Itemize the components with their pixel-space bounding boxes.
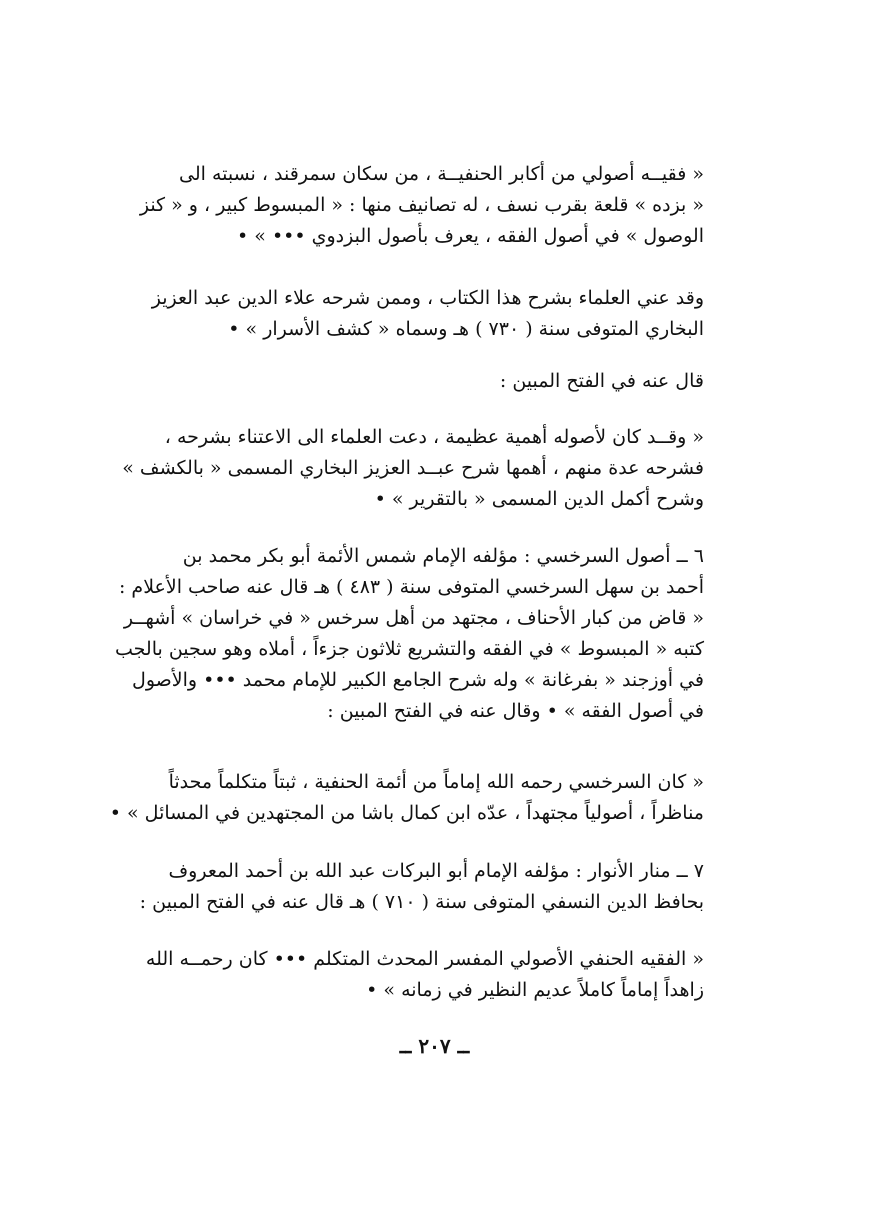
page-number: ــ ٢٠٧ ــ (399, 1034, 470, 1058)
paragraph-8 (145, 944, 704, 1006)
paragraph-3 (159, 366, 704, 397)
paragraph-5-line-4: كتبه « المبسوط » في الفقه والتشريع ثلاثون جزءاً ، أملاه وهو سجين بالجب (115, 638, 704, 660)
paragraph-7-line-1: ٧ ــ منار الأنوار : مؤلفه الإمام أبو البركات عبد الله بن أحمد المعروف (168, 860, 704, 882)
paragraph-7 (139, 856, 704, 918)
paragraph-8-line-2: زاهداً إماماً كاملاً عديم النظير في زمانه » • (366, 979, 704, 1001)
paragraph-2-line-1: وقد عني العلماء بشرح هذا الكتاب ، وممن شرحه علاء الدين عبد العزيز (151, 287, 704, 309)
paragraph-8-line-1: « الفقيه الحنفي الأصولي المفسر المحدث المتكلم ••• كان رحمــه الله (145, 948, 704, 970)
paragraph-5-line-1: ٦ ــ أصول السرخسي : مؤلفه الإمام شمس الأئمة أبو بكر محمد بن (182, 545, 704, 567)
paragraph-4 (122, 422, 704, 515)
paragraph-4-line-2: فشرحه عدة منهم ، أهمها شرح عبــد العزيز البخاري المسمى « بالكشف » (122, 457, 704, 479)
paragraph-5-line-3: « قاض من كبار الأحناف ، مجتهد من أهل سرخس « في خراسان » أشهــر (123, 607, 704, 629)
paragraph-5-line-5: في أوزجند « بفرغانة » وله شرح الجامع الكبير للإمام محمد ••• والأصول (132, 669, 704, 691)
paragraph-6-line-1: « كان السرخسي رحمه الله إماماً من أئمة الحنفية ، ثبتاً متكلماً محدثاً (168, 771, 704, 793)
paragraph-2-line-2: البخاري المتوفى سنة ( ٧٣٠ ) هـ وسماه « كشف الأسرار » • (228, 318, 704, 340)
paragraph-5 (115, 541, 704, 727)
paragraph-1-line-1: « فقيــه أصولي من أكابر الحنفيــة ، من سكان سمرقند ، نسبته الى (179, 163, 704, 185)
paragraph-4-line-3: وشرح أكمل الدين المسمى « بالتقرير » • (374, 488, 704, 510)
paragraph-7-line-2: بحافظ الدين النسفي المتوفى سنة ( ٧١٠ ) هـ قال عنه في الفتح المبين : (139, 891, 704, 913)
paragraph-1-line-3: الوصول » في أصول الفقه ، يعرف بأصول البزدوي ••• » • (237, 225, 704, 247)
paragraph-3-line-1: قال عنه في الفتح المبين : (499, 370, 704, 392)
paragraph-5-line-2: أحمد بن سهل السرخسي المتوفى سنة ( ٤٨٣ ) هـ قال عنه صاحب الأعلام : (118, 576, 704, 598)
paragraph-2 (151, 283, 704, 345)
paragraph-6 (109, 767, 704, 829)
paragraph-4-line-1: « وقــد كان لأصوله أهمية عظيمة ، دعت العلماء الى الاعتناء بشرحه ، (164, 426, 704, 448)
paragraph-5-line-6: في أصول الفقه » • وقال عنه في الفتح المبين : (327, 700, 704, 722)
paragraph-1 (139, 159, 704, 252)
paragraph-1-line-2: « بزده » قلعة بقرب نسف ، له تصانيف منها : « المبسوط كبير ، و « كنز (139, 194, 704, 216)
paragraph-6-line-2: مناظراً ، أصولياً مجتهداً ، عدّه ابن كمال باشا من المجتهدين في المسائل » • (109, 802, 704, 824)
